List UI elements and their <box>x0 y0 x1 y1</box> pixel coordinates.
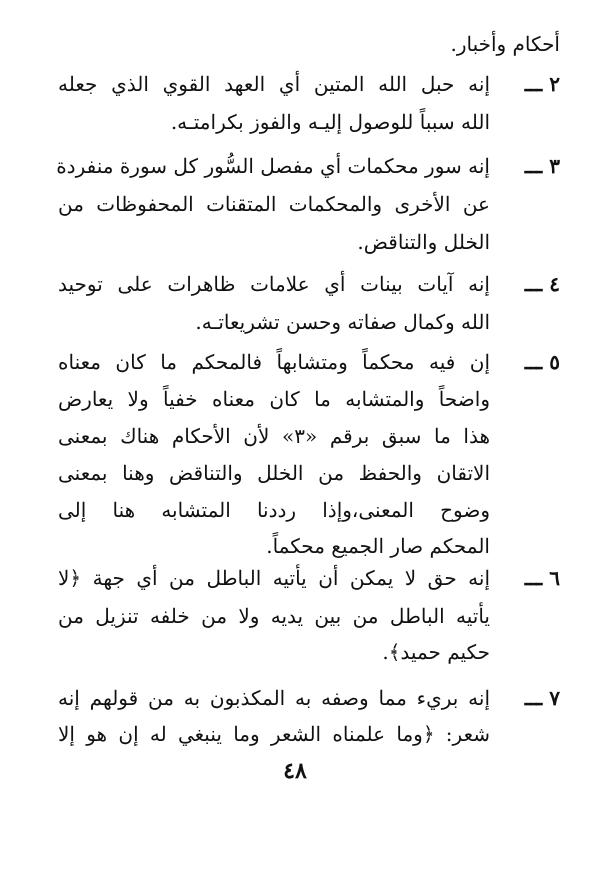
item-text-line: شعر: ﴿وما علمناه الشعر وما ينبغي له إن هو إلا <box>58 722 490 746</box>
item-text-line: إنه حبل الله المتين أي العهد القوي الذي جعله <box>58 72 490 96</box>
item-number: ٧ ـــ <box>524 686 560 710</box>
item-number: ٦ ـــ <box>524 566 560 590</box>
item-text-line: الاتقان والحفظ من الخلل والتناقض وهنا بمعنى <box>58 461 490 485</box>
item-number: ٥ ـــ <box>524 350 560 374</box>
item-text-line: الله سبباً للوصول إليـه والفوز بكرامتـه. <box>170 110 490 134</box>
page-number: ٤٨ <box>283 758 307 784</box>
item-text-line: إنه بريء مما وصفه به المكذبون به من قولهم إنه <box>58 686 490 710</box>
item-text-line: إن فيه محكماً ومتشابهاً فالمحكم ما كان معناه <box>58 350 490 374</box>
item-text-line: الخلل والتناقض. <box>357 230 490 254</box>
item-text-line: واضحاً والمتشابه ما كان معناه خفياً ولا يعارض <box>58 387 490 411</box>
item-text-line: الله وكمال صفاته وحسن تشريعاتـه. <box>195 310 490 334</box>
item-text-line: إنه سور محكمات أي مفصل السُّور كل سورة منفردة <box>56 154 490 178</box>
item-text-line: المحكم صار الجميع محكماً. <box>266 534 490 558</box>
item-number: ٣ ـــ <box>524 154 560 178</box>
item-text-line: إنه حق لا يمكن أن يأتيه الباطل من أي جهة ﴿لا <box>58 566 490 590</box>
item-text-line: حكيم حميد﴾. <box>382 640 490 664</box>
item-text-line: هذا ما سبق برقم «٣» لأن الأحكام هناك بمعنى <box>58 424 490 448</box>
item-number: ٤ ـــ <box>524 272 560 296</box>
item-number: ٢ ـــ <box>524 72 560 96</box>
continuation-line: أحكام وأخبار. <box>450 32 560 56</box>
item-text-line: إنه آيات بينات أي علامات ظاهرات على توحيد <box>58 272 490 296</box>
item-text-line: عن الأخرى والمحكمات المتقنات المحفوظات من <box>58 192 490 216</box>
item-text-line: يأتيه الباطل من بين يديه ولا من خلفه تنزيل من <box>58 604 490 628</box>
item-text-line: وضوح المعنى،وإذا رددنا المتشابه هنا إلى <box>58 498 490 522</box>
